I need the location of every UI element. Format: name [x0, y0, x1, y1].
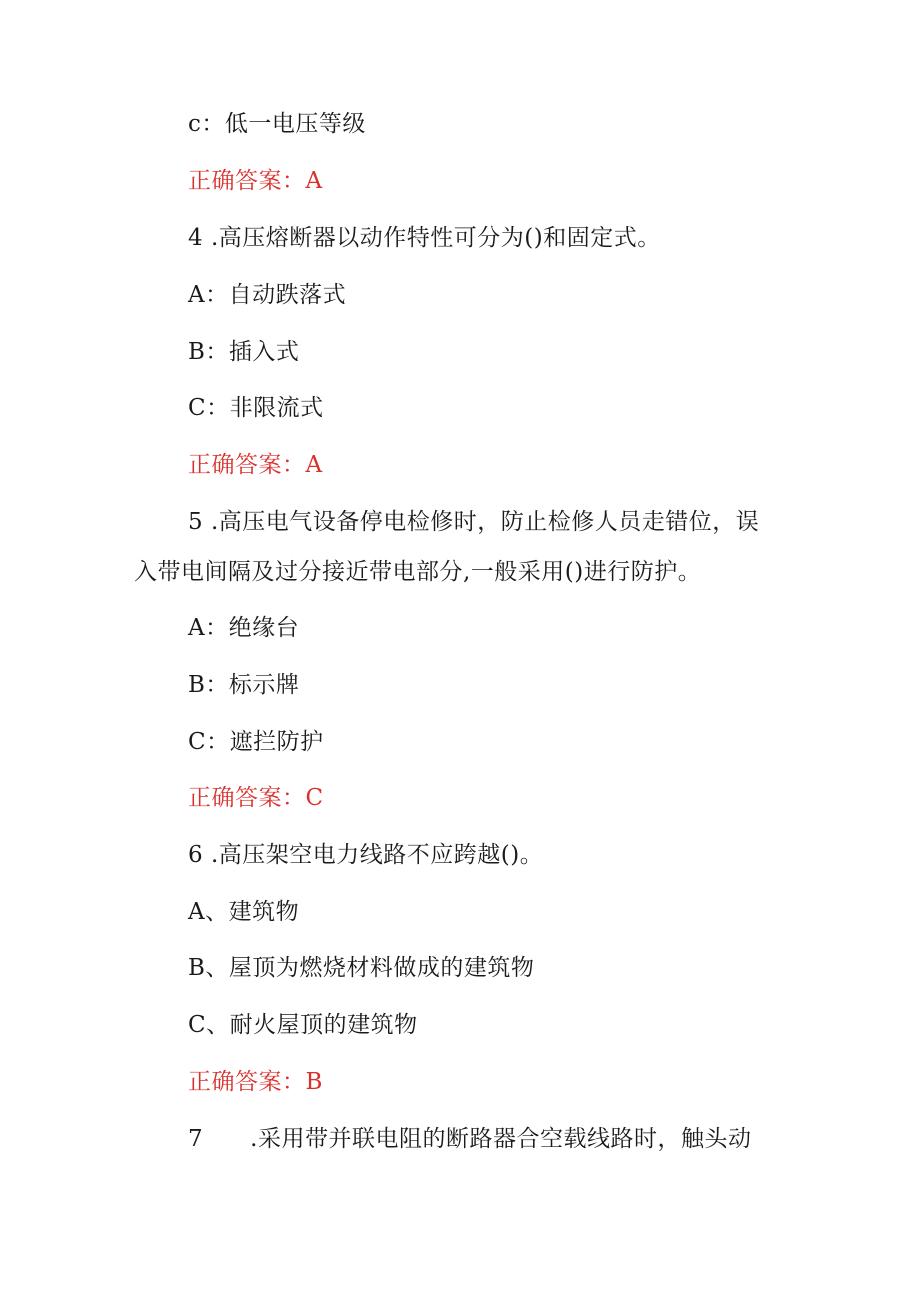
option-line: B：标示牌 [188, 672, 300, 698]
option-line: A：自动跌落式 [188, 282, 347, 308]
question-line-continued: 入带电间隔及过分接近带电部分,一般采用()进行防护。 [134, 559, 702, 585]
question-line: 7 .采用带并联电阻的断路器合空载线路时，触头动 [188, 1126, 752, 1152]
option-line: C：遮拦防护 [188, 729, 324, 755]
question-line: 6 .高压架空电力线路不应跨越()。 [188, 842, 544, 868]
answer-line: 正确答案：B [188, 1069, 323, 1095]
answer-line: 正确答案：A [188, 168, 323, 194]
option-line: A、建筑物 [188, 899, 300, 925]
option-line: C、耐火屋顶的建筑物 [188, 1012, 418, 1038]
question-line: 5 .高压电气设备停电检修时，防止检修人员走错位，误 [188, 509, 760, 535]
option-line: B、屋顶为燃烧材料做成的建筑物 [188, 955, 535, 981]
question-line: 4 .高压熔断器以动作特性可分为()和固定式。 [188, 225, 661, 251]
answer-line: 正确答案：C [188, 785, 324, 811]
option-line: C：非限流式 [188, 395, 324, 421]
option-line: c：低一电压等级 [188, 111, 366, 137]
option-line: B：插入式 [188, 339, 300, 365]
answer-line: 正确答案：A [188, 452, 323, 478]
option-line: A：绝缘台 [188, 615, 300, 641]
